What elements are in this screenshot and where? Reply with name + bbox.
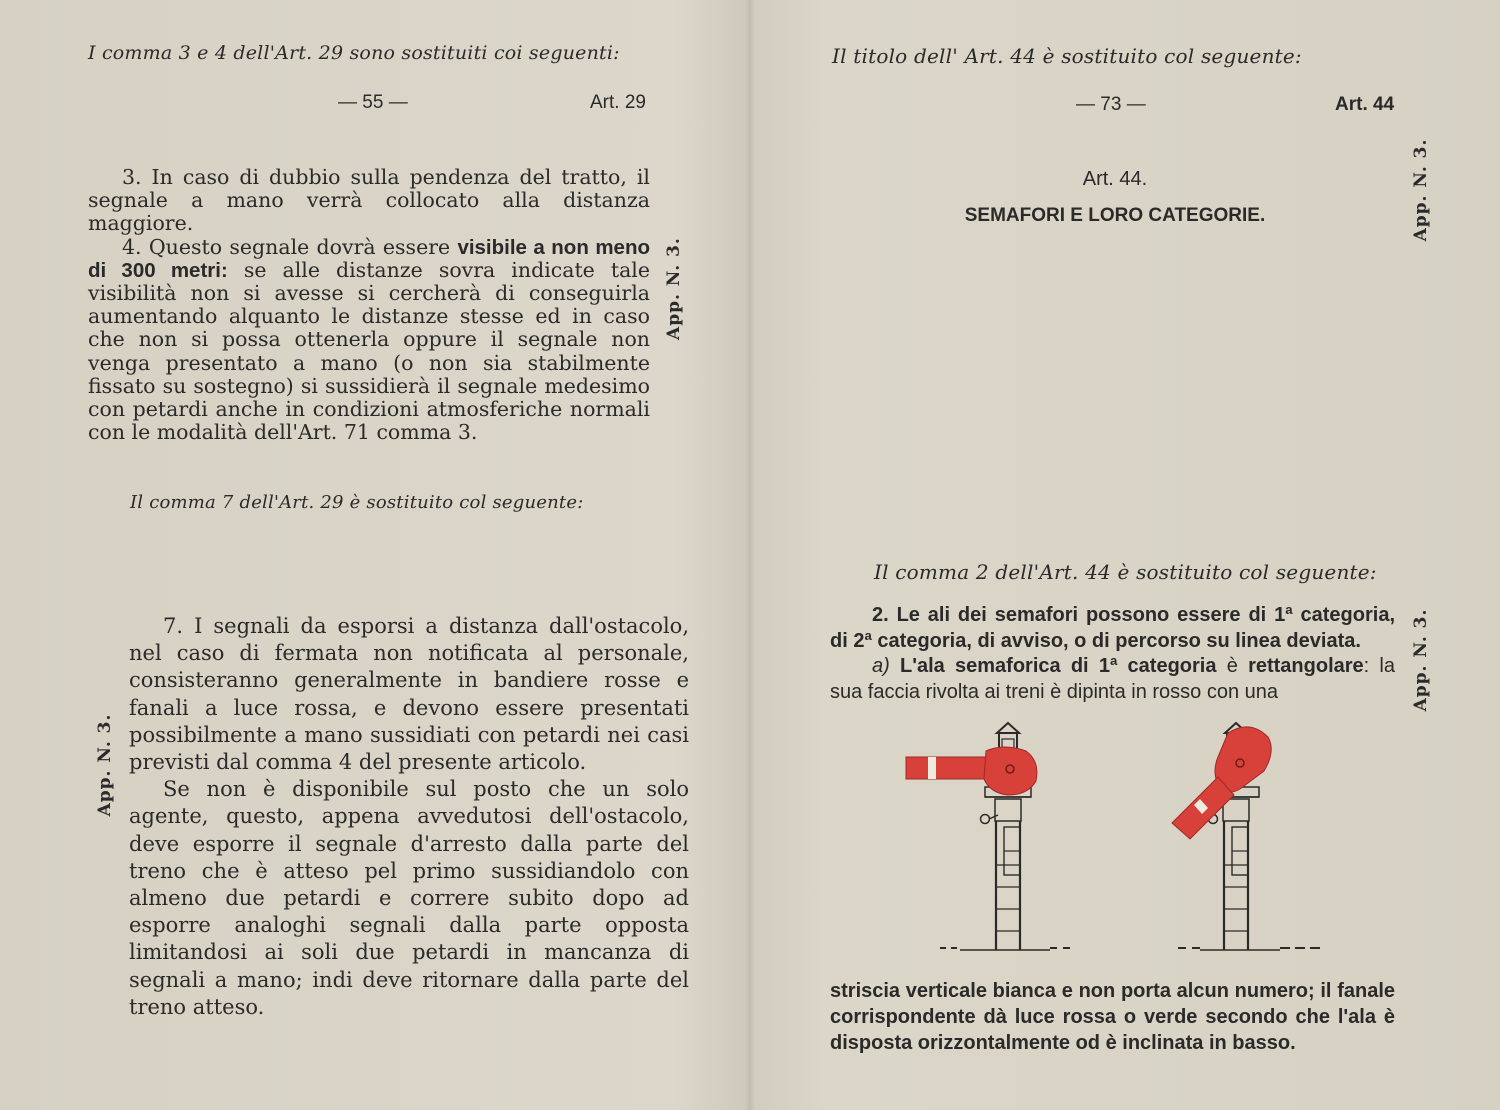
article-heading: SEMAFORI E LORO CATEGORIE.	[964, 205, 1266, 226]
right-lower-text: striscia verticale bianca e non porta alcun numero; il fanale corrispondente dà luce rossa o verde secondo che l'ala è disposta orizzontalmente od è inclinata in basso.	[830, 980, 1395, 1054]
paragraph-a-bold-1: L'ala semaforica di 1ª categoria	[889, 655, 1217, 677]
article-title: Art. 44.	[1082, 168, 1148, 190]
paragraph-a-bold-2: rettangolare	[1248, 655, 1364, 677]
left-page-number: — 55 —	[338, 92, 408, 113]
paragraph-2	[830, 603, 1395, 654]
semaphore-illustration	[900, 715, 1340, 965]
paragraph-3: 3. In caso di dubbio sulla pendenza del tratto, il segnale a mano verrà collocato alla distanza maggiore.	[88, 165, 650, 236]
paragraph-a-label: a)	[872, 655, 890, 677]
semaphore-inclined	[1172, 723, 1320, 950]
paragraph-4-start: 4. Questo segnale dovrà essere	[122, 234, 458, 259]
right-page-number: — 73 —	[1076, 94, 1146, 115]
right-side-label-top: App. N. 3.	[1411, 138, 1431, 242]
book-gutter	[745, 0, 755, 1110]
left-top-note: I comma 3 e 4 dell'Art. 29 sono sostituiti coi seguenti:	[88, 42, 620, 64]
paragraph-a	[830, 654, 1395, 705]
paragraph-7: 7. I segnali da esporsi a distanza dall'ostacolo, nel caso di fermata non notificata al personale, consisteranno generalmente in bandiere rosse e fanali a luce rossa, e devono essere presentati possibilmente a mano sussidiati con petardi nei casi previsti dal comma 4 del presente articolo.	[129, 614, 689, 775]
left-side-label-bottom: App. N. 3.	[95, 713, 115, 817]
left-article-ref: Art. 29	[590, 92, 646, 113]
paragraph-4	[88, 236, 650, 445]
right-top-note: Il titolo dell' Art. 44 è sostituito col seguente:	[832, 44, 1302, 68]
right-side-label-bottom: App. N. 3.	[1411, 608, 1431, 712]
left-lower-text	[129, 613, 689, 1021]
paragraph-a-mid: è	[1216, 655, 1249, 677]
left-middle-note: Il comma 7 dell'Art. 29 è sostituito col seguente:	[130, 492, 584, 513]
left-side-label-top: App. N. 3.	[664, 237, 684, 340]
paragraph-4-rest: se alle distanze sovra indicate tale visibilità non si avesse si cercherà di conseguirla aumentando alquanto le distanze stesse ed in caso che non si possa ottenerla oppure il segnale non venga presentato a mano (o non sia stabilmente fissato su sostegno) si sussidierà il segnale medesimo con petardi anche in condizioni atmosferiche normali con le modalità dell'Art. 71 comma 3.	[88, 257, 650, 445]
right-article-ref: Art. 44	[1335, 94, 1395, 115]
paragraph-2-text: 2. Le ali dei semafori possono essere di 1ª categoria, di 2ª categoria, di avviso, o di percorso su linea deviata.	[830, 604, 1395, 652]
right-middle-note: Il comma 2 dell'Art. 44 è sostituito col seguente:	[874, 560, 1377, 584]
paragraph-a-rest: : la sua faccia rivolta ai treni è dipinta in rosso con una	[830, 655, 1395, 703]
right-upper-text	[830, 603, 1395, 705]
paragraph-4-bold: visibile a non meno di 300 metri:	[88, 235, 650, 282]
semaphore-horizontal	[906, 723, 1075, 950]
paragraph-7b: Se non è disponibile sul posto che un solo agente, questo, appena avvedutosi dell'ostacolo, deve esporre il segnale d'arresto dalla parte del treno che è atteso pel primo sussidiandolo con almeno due petardi e correre subito dopo ad esporre analoghi segnali dalla parte opposta limitandosi ai soli due petardi in mancanza di segnali a mano; indi deve ritornare dalla parte del treno atteso.	[129, 777, 689, 1019]
left-upper-text	[88, 166, 650, 444]
